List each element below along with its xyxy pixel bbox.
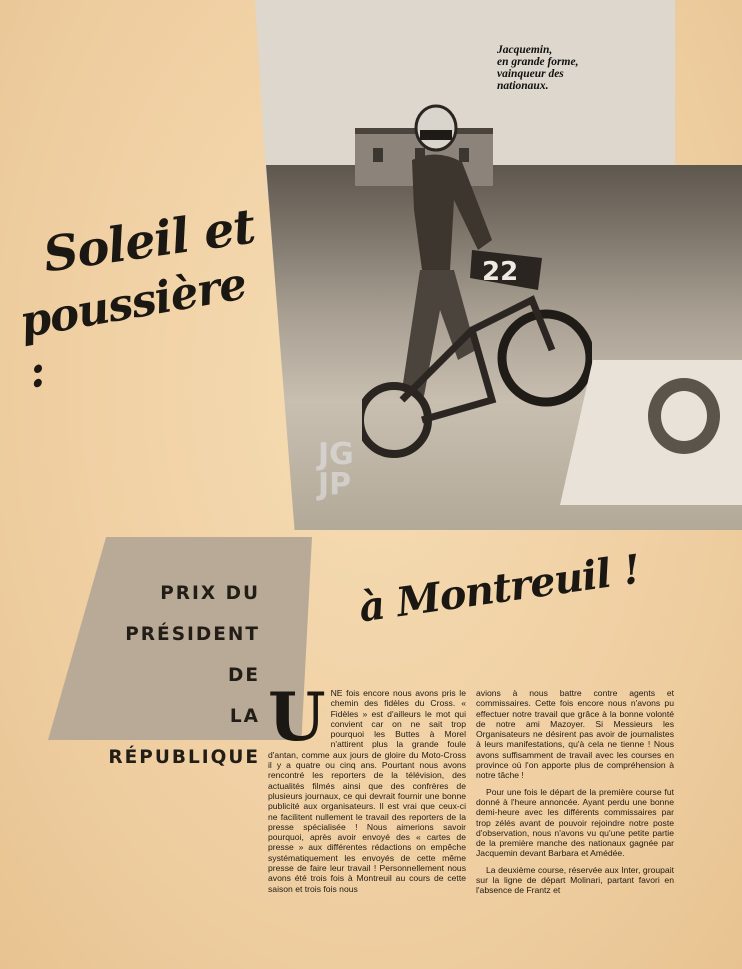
article-paragraph: Pour une fois le départ de la première course fut donné à l'heure annoncée. Ayant perdu une bonne demi-heure avec les différents commissaires par trop zélés avant de pouvoir rejoindre notre poste d'observation, nous n'avons vu qu'une petite partie de la première manche des nationaux gagnée par Jacquemin devant Barbara et Amédée. — [476, 786, 674, 859]
rider-goggles — [420, 130, 452, 140]
rider-on-motorcycle — [362, 100, 592, 460]
banner-roundel — [648, 378, 720, 454]
subtitle-line-1: PRIX DU — [160, 583, 260, 604]
article-paragraph: La deuxième course, réservée aux Inter, groupait sur la ligne de départ Molinari, partant favori en l'absence de Frantz et — [476, 864, 674, 896]
drop-cap: U — [268, 678, 326, 756]
subtitle-block — [90, 573, 260, 778]
watermark-logo: JG JP — [318, 437, 354, 502]
article-column-2 — [476, 688, 674, 902]
rider-helmet — [416, 106, 456, 150]
article-paragraph: avions à nous battre contre agents et commissaires. Cette fois encore nous n'avons pu effectuer notre travail que grâce à la bonne volonté de notre ami Mazoyer. Si Messieurs les Organisateurs ne désirent pas avoir de journalistes à leurs manifestations, qu'à cela ne tienne ! Nous avons suffisamment de travail avec les courses en province où l'on apporte plus de compréhension à notre tâche ! — [476, 688, 674, 781]
headline-line-2: poussière : — [16, 258, 250, 399]
article-paragraph: NE fois encore nous avons pris le chemin des fidèles du Cross. « Fidèles » est d'ailleurs le mot qui convient car on ne sait trop pourquoi les Buttes à Morel n'attirent plus la grande foule d'antan, comme aux jours de gloire du Moto-Cross il y a quatre ou cinq ans. Pourtant nous avons rencontré les reporters de la télévision, des actualités filmés ainsi que des confrères de plusieurs journaux, ce qui devrait fournir une bonne publicité aux organisateurs. Il est vrai que ceux-ci ne facilitent nullement le travail des reporters de la presse spécialisée ! Nous aimerions savoir pourquoi, après avoir envoyé des « cartes de presse » aux différentes rédactions on empêche systématiquement les envoyés de cette même presse de faire leur travail ! Personnellement nous avons été trois fois à Montreuil au cours de cette saison et trois fois nous — [268, 688, 466, 894]
headline-line-1: Soleil et — [40, 198, 259, 284]
subtitle-line-3: LA RÉPUBLIQUE — [108, 706, 260, 768]
photo-caption: Jacquemin, en grande forme, vainqueur des nationaux. — [497, 44, 579, 92]
headline-script — [12, 198, 272, 399]
bike-number: 22 — [482, 257, 519, 287]
article-column-1 — [268, 678, 466, 900]
headline-location: à Montreuil ! — [356, 545, 643, 632]
subtitle-line-2: PRÉSIDENT DE — [125, 624, 260, 686]
